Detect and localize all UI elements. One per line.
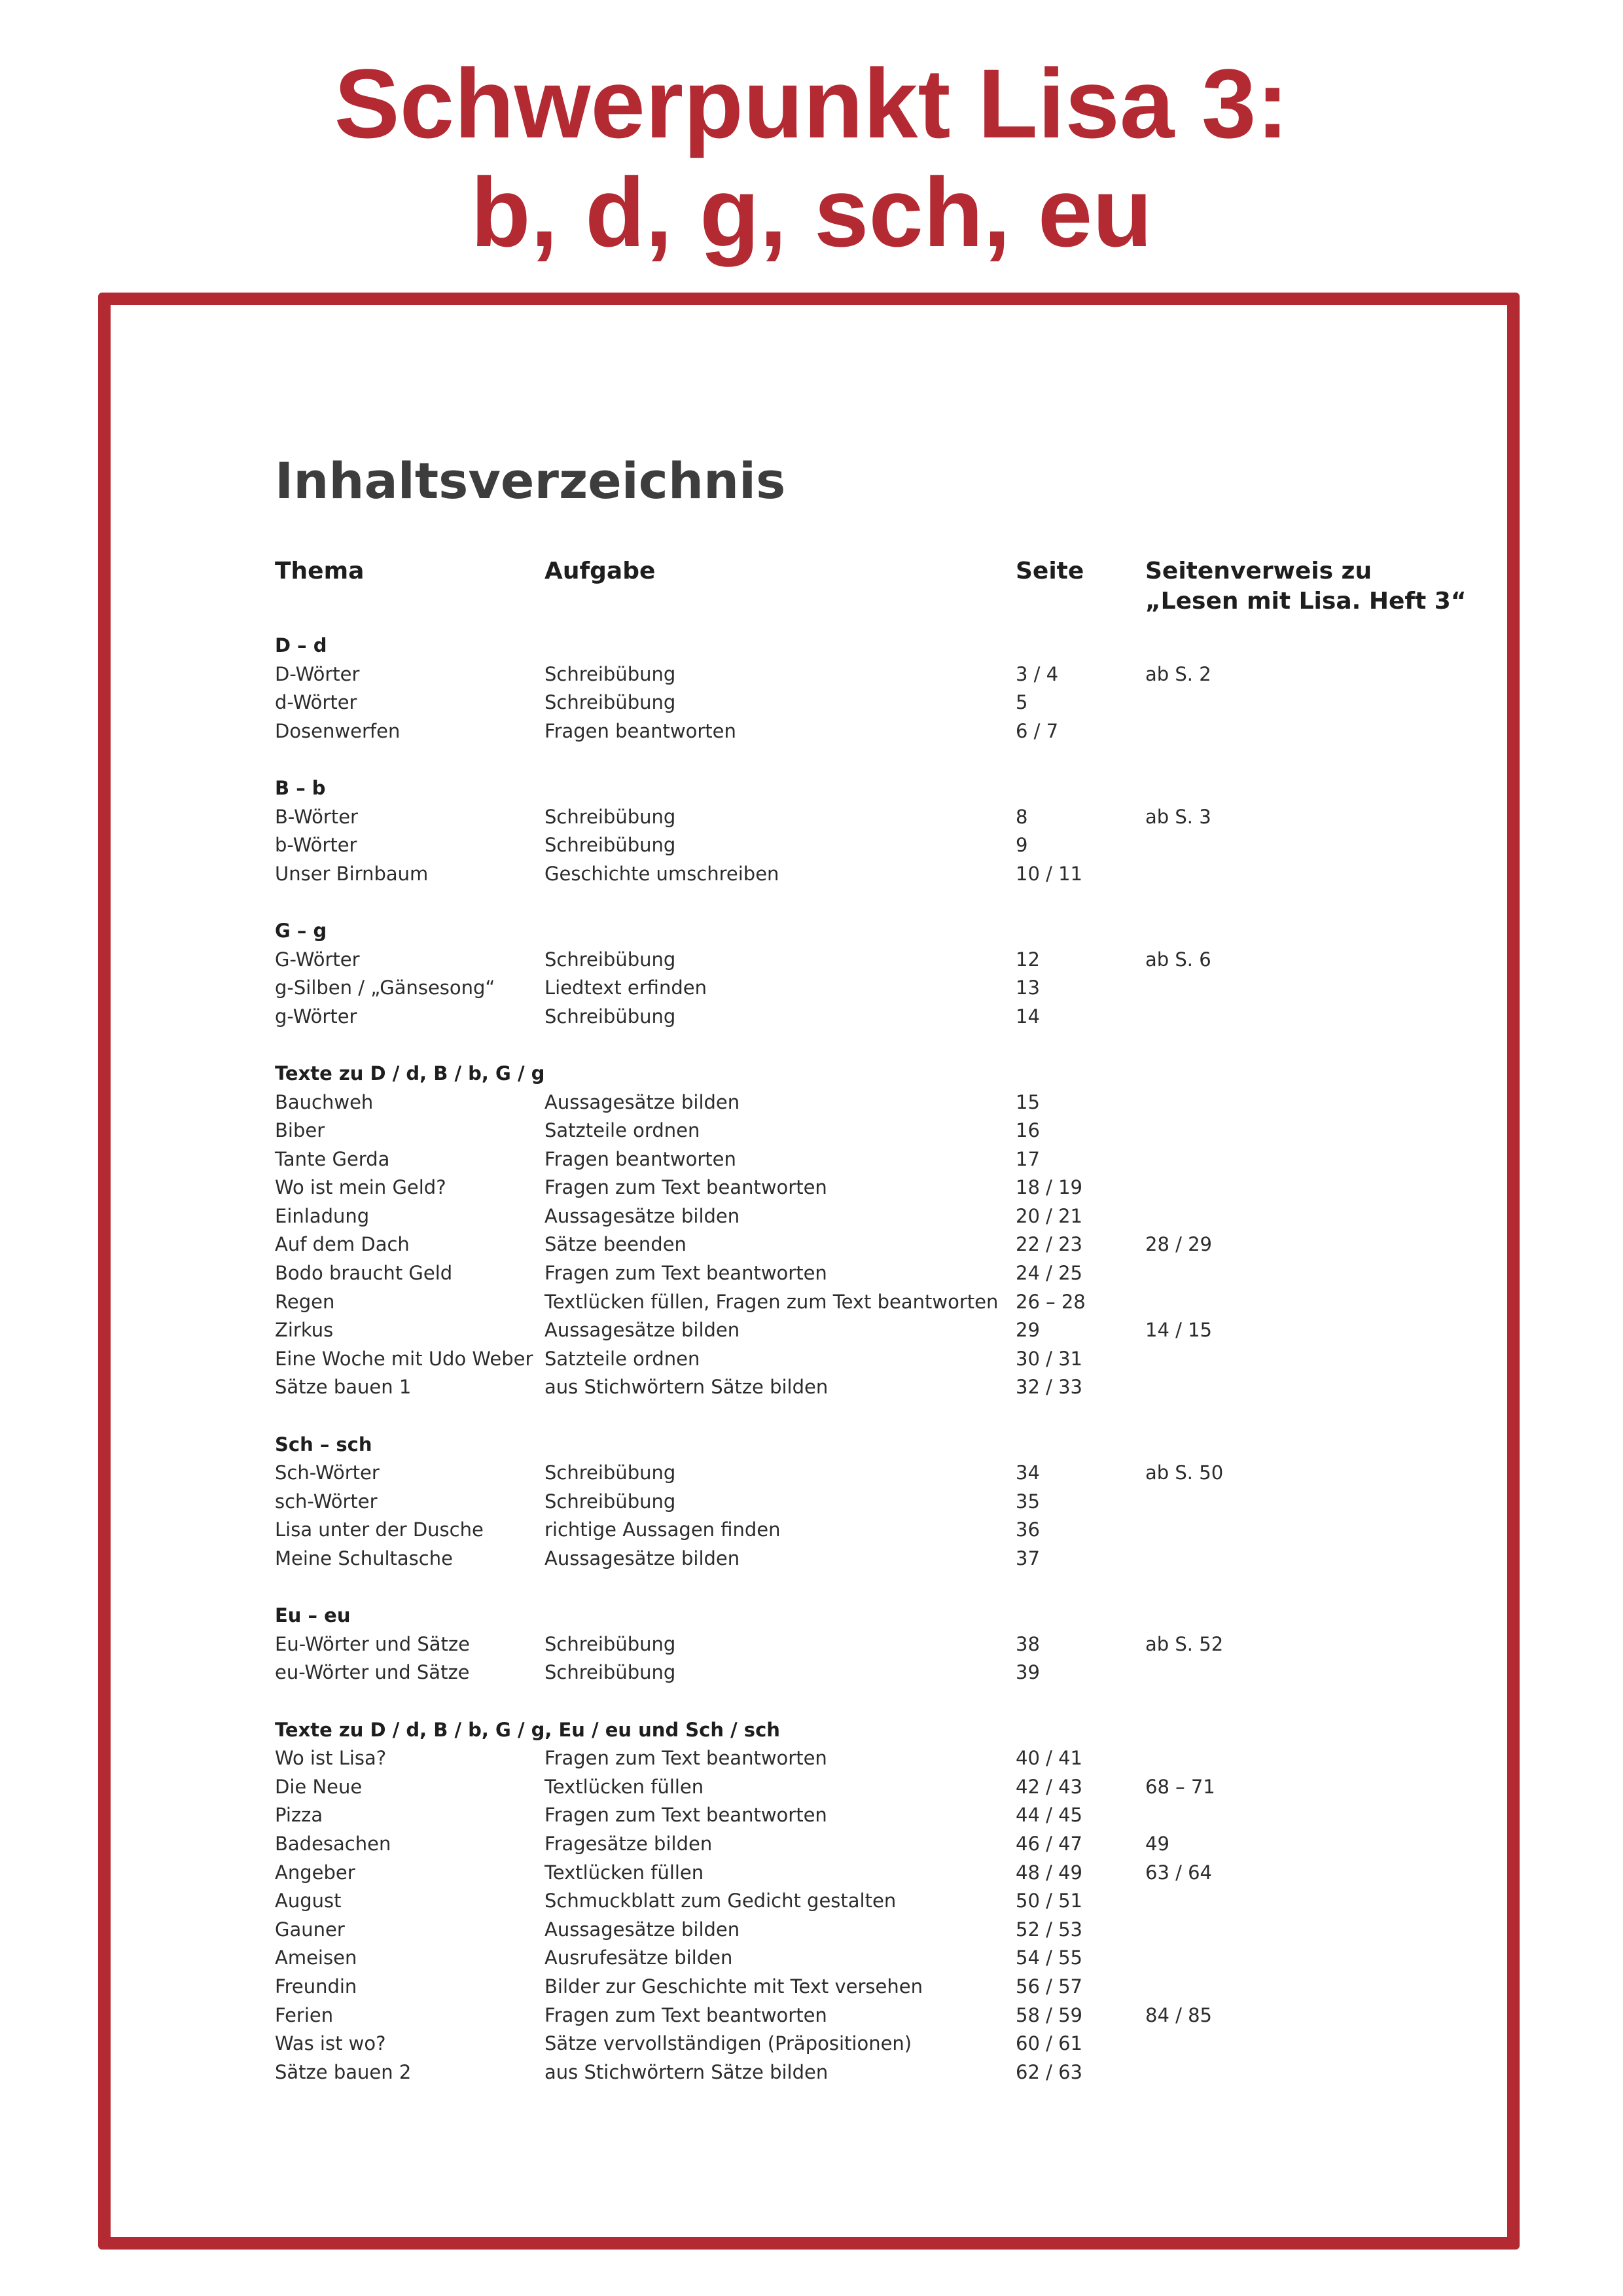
entry-thema: d-Wörter <box>275 691 357 714</box>
entry-aufgabe: Fragen beantworten <box>544 1147 736 1170</box>
entry-seite: 13 <box>1016 977 1040 999</box>
entry-aufgabe: Textlücken füllen, Fragen zum Text beantworten <box>544 1290 999 1313</box>
entry-seitenverweis: ab S. 3 <box>1145 805 1211 828</box>
entry-aufgabe: Fragen zum Text beantworten <box>544 2003 827 2026</box>
entry-thema: eu-Wörter und Sätze <box>275 1661 470 1684</box>
section-spacer <box>0 745 1623 774</box>
entry-seite: 5 <box>1016 691 1028 714</box>
entry-seite: 15 <box>1016 1090 1040 1113</box>
toc-row <box>0 1145 1623 1174</box>
entry-seite: 36 <box>1016 1518 1040 1541</box>
entry-thema: Auf dem Dach <box>275 1233 410 1256</box>
entry-seite: 24 / 25 <box>1016 1262 1083 1285</box>
column-header-seite: Seite <box>1016 558 1084 584</box>
entry-seite: 39 <box>1016 1661 1040 1684</box>
entry-thema: g-Wörter <box>275 1005 357 1028</box>
section-heading-text: G – g <box>275 919 327 942</box>
toc-row <box>0 1174 1623 1202</box>
toc-row <box>0 1230 1623 1259</box>
entry-thema: Sätze bauen 2 <box>275 2060 412 2083</box>
entry-seitenverweis: ab S. 2 <box>1145 662 1211 685</box>
entry-aufgabe: Schreibübung <box>544 948 676 971</box>
section-heading-text: Eu – eu <box>275 1604 351 1627</box>
entry-seite: 30 / 31 <box>1016 1347 1083 1370</box>
entry-seite: 12 <box>1016 948 1040 971</box>
entry-thema: G-Wörter <box>275 948 360 971</box>
entry-aufgabe: Schreibübung <box>544 1490 676 1513</box>
entry-aufgabe: Geschichte umschreiben <box>544 862 779 885</box>
section-spacer <box>0 1031 1623 1060</box>
entry-aufgabe: Schmuckblatt zum Gedicht gestalten <box>544 1890 897 1912</box>
toc-row <box>0 1887 1623 1916</box>
entry-seite: 42 / 43 <box>1016 1775 1083 1798</box>
section-heading-text: Texte zu D / d, B / b, G / g <box>275 1062 545 1085</box>
entry-thema: Badesachen <box>275 1832 391 1855</box>
entry-seitenverweis: ab S. 52 <box>1145 1632 1224 1655</box>
entry-seite: 54 / 55 <box>1016 1946 1083 1969</box>
entry-seite: 29 <box>1016 1319 1040 1342</box>
entry-thema: Tante Gerda <box>275 1147 390 1170</box>
entry-seite: 38 <box>1016 1632 1040 1655</box>
toc-row <box>0 1801 1623 1830</box>
toc-row <box>0 1259 1623 1288</box>
entry-aufgabe: Aussagesätze bilden <box>544 1090 740 1113</box>
entry-thema: b-Wörter <box>275 834 357 857</box>
entry-seitenverweis: 84 / 85 <box>1145 2003 1213 2026</box>
entry-aufgabe: Textlücken füllen <box>544 1861 704 1884</box>
entry-aufgabe: Fragen zum Text beantworten <box>544 1262 827 1285</box>
entry-seite: 60 / 61 <box>1016 2032 1083 2055</box>
entry-seite: 44 / 45 <box>1016 1804 1083 1827</box>
entry-seite: 56 / 57 <box>1016 1975 1083 1998</box>
entry-aufgabe: Fragen zum Text beantworten <box>544 1804 827 1827</box>
entry-thema: Einladung <box>275 1204 370 1227</box>
entry-thema: Sch-Wörter <box>275 1462 380 1484</box>
toc-row <box>0 1973 1623 2001</box>
toc-row <box>0 1288 1623 1317</box>
toc-row <box>0 1545 1623 1573</box>
toc-row <box>0 1003 1623 1031</box>
section-heading <box>0 1716 1623 1745</box>
entry-thema: Dosenwerfen <box>275 719 401 742</box>
entry-seitenverweis: ab S. 50 <box>1145 1462 1224 1484</box>
column-header-seitenverweis-line-2: „Lesen mit Lisa. Heft 3“ <box>1145 588 1467 615</box>
entry-thema: Wo ist Lisa? <box>275 1747 387 1770</box>
entry-seite: 58 / 59 <box>1016 2003 1083 2026</box>
entry-seitenverweis: 28 / 29 <box>1145 1233 1213 1256</box>
entry-aufgabe: Schreibübung <box>544 1632 676 1655</box>
entry-aufgabe: Fragesätze bilden <box>544 1832 713 1855</box>
toc-row <box>0 1773 1623 1802</box>
entry-aufgabe: Aussagesätze bilden <box>544 1319 740 1342</box>
page-title <box>0 49 1623 266</box>
toc-row <box>0 1088 1623 1117</box>
section-heading <box>0 632 1623 660</box>
toc-row <box>0 1630 1623 1659</box>
section-heading <box>0 774 1623 803</box>
toc-row <box>0 1516 1623 1545</box>
toc-row <box>0 2001 1623 2030</box>
entry-seite: 18 / 19 <box>1016 1176 1083 1199</box>
entry-seitenverweis: ab S. 6 <box>1145 948 1211 971</box>
entry-seite: 50 / 51 <box>1016 1890 1083 1912</box>
entry-thema: Ameisen <box>275 1946 357 1969</box>
entry-aufgabe: richtige Aussagen finden <box>544 1518 781 1541</box>
toc-row <box>0 974 1623 1003</box>
toc-row <box>0 1859 1623 1888</box>
toc-row <box>0 860 1623 889</box>
entry-seite: 20 / 21 <box>1016 1204 1083 1227</box>
section-heading-text: B – b <box>275 776 326 799</box>
toc-row <box>0 1373 1623 1402</box>
entry-thema: Biber <box>275 1119 325 1142</box>
page-title-line-1: Schwerpunkt Lisa 3: <box>334 48 1289 158</box>
table-of-contents <box>0 632 1623 2087</box>
entry-thema: B-Wörter <box>275 805 358 828</box>
entry-thema: Freundin <box>275 1975 357 1998</box>
toc-row <box>0 717 1623 746</box>
section-heading-text: D – d <box>275 634 327 656</box>
entry-seite: 40 / 41 <box>1016 1747 1083 1770</box>
entry-seite: 46 / 47 <box>1016 1832 1083 1855</box>
section-heading <box>0 1602 1623 1630</box>
toc-row <box>0 1830 1623 1859</box>
column-header-thema: Thema <box>275 558 365 584</box>
entry-seite: 37 <box>1016 1547 1040 1570</box>
entry-seitenverweis: 14 / 15 <box>1145 1319 1213 1342</box>
entry-thema: g-Silben / „Gänsesong“ <box>275 977 495 999</box>
entry-aufgabe: Fragen zum Text beantworten <box>544 1747 827 1770</box>
entry-thema: D-Wörter <box>275 662 360 685</box>
entry-seite: 8 <box>1016 805 1028 828</box>
section-heading <box>0 917 1623 946</box>
toc-row <box>0 831 1623 860</box>
toc-row <box>0 1316 1623 1345</box>
entry-seite: 48 / 49 <box>1016 1861 1083 1884</box>
entry-thema: Eine Woche mit Udo Weber <box>275 1347 533 1370</box>
toc-row <box>0 946 1623 975</box>
entry-seitenverweis: 63 / 64 <box>1145 1861 1213 1884</box>
entry-thema: Bodo braucht Geld <box>275 1262 453 1285</box>
entry-aufgabe: Satzteile ordnen <box>544 1347 700 1370</box>
entry-seite: 34 <box>1016 1462 1040 1484</box>
entry-aufgabe: Textlücken füllen <box>544 1775 704 1798</box>
entry-aufgabe: Schreibübung <box>544 805 676 828</box>
entry-thema: Unser Birnbaum <box>275 862 429 885</box>
entry-thema: Meine Schultasche <box>275 1547 453 1570</box>
entry-aufgabe: Schreibübung <box>544 834 676 857</box>
toc-row <box>0 1202 1623 1231</box>
entry-aufgabe: Schreibübung <box>544 662 676 685</box>
entry-aufgabe: Fragen zum Text beantworten <box>544 1176 827 1199</box>
toc-row <box>0 1345 1623 1374</box>
entry-aufgabe: Aussagesätze bilden <box>544 1547 740 1570</box>
entry-thema: Was ist wo? <box>275 2032 386 2055</box>
entry-thema: Die Neue <box>275 1775 363 1798</box>
toc-row <box>0 1659 1623 1687</box>
toc-row <box>0 1459 1623 1488</box>
entry-seite: 16 <box>1016 1119 1040 1142</box>
column-header-seitenverweis-line-1: Seitenverweis zu <box>1145 558 1372 584</box>
toc-row <box>0 1488 1623 1516</box>
entry-aufgabe: Schreibübung <box>544 1005 676 1028</box>
section-heading-text: Texte zu D / d, B / b, G / g, Eu / eu und Sch / sch <box>275 1718 780 1741</box>
entry-thema: Sätze bauen 1 <box>275 1376 412 1399</box>
entry-thema: Ferien <box>275 2003 334 2026</box>
entry-aufgabe: Aussagesätze bilden <box>544 1918 740 1941</box>
section-spacer <box>0 1687 1623 1716</box>
toc-row <box>0 689 1623 717</box>
entry-thema: Pizza <box>275 1804 323 1827</box>
toc-row <box>0 1744 1623 1773</box>
entry-thema: sch-Wörter <box>275 1490 378 1513</box>
entry-seite: 10 / 11 <box>1016 862 1083 885</box>
section-spacer <box>0 1573 1623 1602</box>
entry-aufgabe: Ausrufesätze bilden <box>544 1946 733 1969</box>
column-header-seitenverweis <box>1145 556 1466 617</box>
toc-row <box>0 1944 1623 1973</box>
entry-aufgabe: Aussagesätze bilden <box>544 1204 740 1227</box>
entry-seite: 62 / 63 <box>1016 2060 1083 2083</box>
section-heading <box>0 1060 1623 1088</box>
toc-row <box>0 1916 1623 1945</box>
entry-aufgabe: Sätze beenden <box>544 1233 687 1256</box>
entry-seite: 17 <box>1016 1147 1040 1170</box>
entry-aufgabe: aus Stichwörtern Sätze bilden <box>544 2060 829 2083</box>
entry-aufgabe: Liedtext erfinden <box>544 977 707 999</box>
toc-row <box>0 1117 1623 1145</box>
entry-thema: Bauchweh <box>275 1090 374 1113</box>
entry-aufgabe: Satzteile ordnen <box>544 1119 700 1142</box>
entry-seite: 3 / 4 <box>1016 662 1059 685</box>
entry-thema: Wo ist mein Geld? <box>275 1176 446 1199</box>
entry-thema: Lisa unter der Dusche <box>275 1518 484 1541</box>
toc-heading: Inhaltsverzeichnis <box>275 452 786 510</box>
entry-thema: Angeber <box>275 1861 355 1884</box>
entry-aufgabe: Bilder zur Geschichte mit Text versehen <box>544 1975 923 1998</box>
section-spacer <box>0 1402 1623 1431</box>
entry-seitenverweis: 49 <box>1145 1832 1169 1855</box>
entry-seite: 26 – 28 <box>1016 1290 1086 1313</box>
section-spacer <box>0 888 1623 917</box>
entry-thema: Gauner <box>275 1918 345 1941</box>
entry-thema: Regen <box>275 1290 335 1313</box>
entry-aufgabe: Schreibübung <box>544 1462 676 1484</box>
entry-thema: Eu-Wörter und Sätze <box>275 1632 470 1655</box>
section-heading-text: Sch – sch <box>275 1433 372 1456</box>
page-title-line-2: b, d, g, sch, eu <box>471 157 1152 267</box>
entry-seite: 35 <box>1016 1490 1040 1513</box>
entry-aufgabe: Fragen beantworten <box>544 719 736 742</box>
entry-seite: 22 / 23 <box>1016 1233 1083 1256</box>
entry-aufgabe: Schreibübung <box>544 691 676 714</box>
entry-aufgabe: aus Stichwörtern Sätze bilden <box>544 1376 829 1399</box>
toc-row <box>0 2058 1623 2087</box>
entry-seitenverweis: 68 – 71 <box>1145 1775 1215 1798</box>
toc-row <box>0 2030 1623 2058</box>
toc-row <box>0 660 1623 689</box>
entry-thema: Zirkus <box>275 1319 334 1342</box>
entry-seite: 32 / 33 <box>1016 1376 1083 1399</box>
entry-aufgabe: Sätze vervollständigen (Präpositionen) <box>544 2032 912 2055</box>
entry-thema: August <box>275 1890 342 1912</box>
entry-aufgabe: Schreibübung <box>544 1661 676 1684</box>
entry-seite: 9 <box>1016 834 1028 857</box>
entry-seite: 6 / 7 <box>1016 719 1059 742</box>
section-heading <box>0 1431 1623 1460</box>
toc-row <box>0 803 1623 832</box>
entry-seite: 52 / 53 <box>1016 1918 1083 1941</box>
entry-seite: 14 <box>1016 1005 1040 1028</box>
column-header-aufgabe: Aufgabe <box>544 558 656 584</box>
